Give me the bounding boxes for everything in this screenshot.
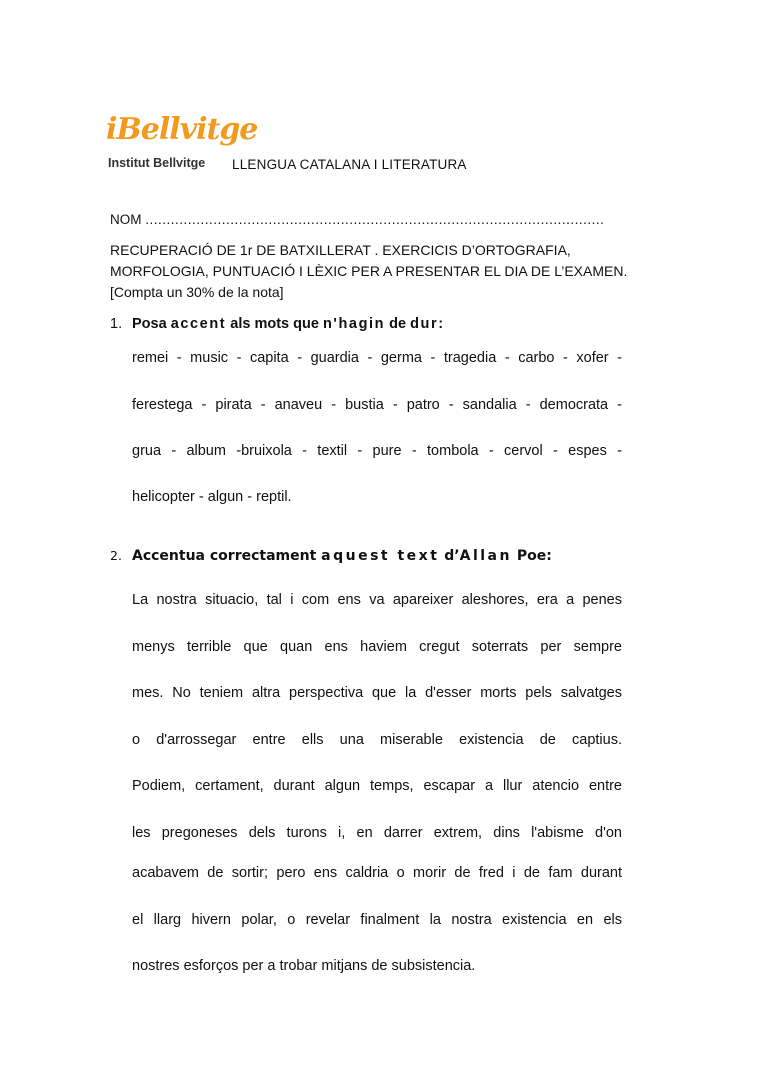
exercise-2-text-line: nostres esforços per a trobar mitjans de subsistencia.: [132, 958, 476, 974]
name-field[interactable]: [110, 212, 604, 227]
exercise-1-word-line: ferestega - pirata - anaveu - bustia - patro - sandalia - democrata -: [132, 397, 622, 413]
exercise-2-text-line: mes. No teniem altra perspectiva que la d'esser morts pels salvatges: [132, 685, 622, 701]
exercise-1-title-part: accent: [170, 316, 227, 332]
exercise-2-text-line: La nostra situacio, tal i com ens va apareixer aleshores, era a penes: [132, 592, 622, 608]
exercise-2-number: 2.: [110, 548, 122, 563]
exercise-2-text-line: les pregoneses dels turons i, en darrer extrem, dins l'abisme d'on: [132, 825, 622, 841]
exercise-2-title-part: aquest text: [321, 548, 440, 564]
exercise-2-text-line: menys terrible que quan ens haviem cregut soterrats per sempre: [132, 639, 622, 655]
exercise-2-title-part: d’: [439, 548, 460, 564]
school-logo: [106, 112, 258, 174]
exercise-1-word-line: remei - music - capita - guardia - germa - tragedia - carbo - xofer -: [132, 350, 622, 366]
exercise-1-title-part: dur:: [410, 316, 445, 332]
exercise-1-number: 1.: [110, 316, 123, 332]
exercise-1-title-part: n'hagin: [322, 316, 386, 332]
exercise-1-title-part: de: [385, 316, 411, 332]
exercise-2-text-line: acabavem de sortir; pero ens caldria o morir de fred i de fam durant: [132, 865, 622, 881]
logo-script: iBellvitge: [106, 112, 258, 147]
exercise-2-text-line: Podiem, certament, durant algun temps, escapar a llur atencio entre: [132, 778, 622, 794]
exercise-2-text-line: el llarg hivern polar, o revelar finalment la nostra existencia en els: [132, 912, 622, 928]
exercise-2-title-part: Poe:: [511, 548, 552, 564]
subject-title: LLENGUA CATALANA I LITERATURA: [232, 157, 467, 172]
exercise-1-heading: [110, 316, 445, 332]
name-dotted-line: ............................................................................................................: [145, 212, 605, 227]
exercise-2-title-part: Accentua correctament: [132, 548, 322, 564]
logo-school-name: Institut Bellvitge: [108, 156, 206, 170]
instructions: RECUPERACIÓ DE 1r DE BATXILLERAT . EXERCICIS D’ORTOGRAFIA, MORFOLOGIA, PUNTUACIÓ I LÈXIC PER A PRESENTAR EL DIA DE L’EXAMEN. [Compta un 30% de la nota]: [110, 242, 628, 300]
exercise-1-word-line: grua - album -bruixola - textil - pure - tombola - cervol - espes -: [132, 443, 622, 459]
exercise-2-heading: [110, 548, 552, 564]
exercise-2-title-part: Allan: [459, 548, 512, 564]
exercise-2-text-line: o d'arrossegar entre ells una miserable existencia de captius.: [132, 732, 622, 748]
exercise-1-title-part: als mots que: [226, 316, 323, 332]
exercise-1-title-part: Posa: [132, 316, 171, 332]
exercise-1-word-line: helicopter - algun - reptil.: [132, 489, 292, 505]
name-label: NOM: [110, 212, 142, 227]
